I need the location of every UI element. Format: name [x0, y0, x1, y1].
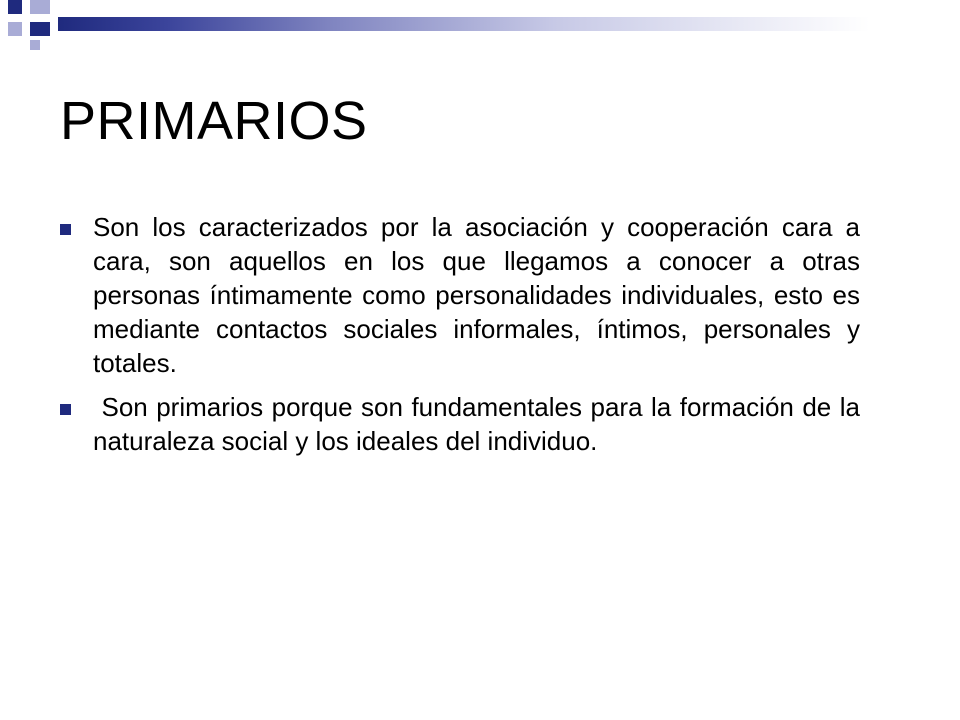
bullet-text: Son primarios porque son fundamentales para la formación de la naturaleza social y los ideales del individuo.	[93, 392, 868, 456]
square-bullet-icon	[60, 404, 71, 415]
corner-square-navy-1	[8, 0, 22, 14]
slide-title: PRIMARIOS	[60, 91, 368, 151]
header-gradient-bar	[58, 17, 960, 31]
corner-square-lavender-3	[30, 40, 40, 50]
bullet-text: Son los caracterizados por la asociación y cooperación cara a cara, son aquellos en los que llegamos a conocer a otras personas íntimamente como personalidades individuales, esto es mediante contactos sociales informales, íntimos, personales y totales.	[93, 212, 860, 378]
bullet-item	[60, 210, 860, 380]
square-bullet-icon	[60, 224, 71, 235]
bullet-list	[60, 210, 868, 468]
corner-square-lavender-2	[8, 22, 22, 36]
bullet-item	[60, 390, 868, 458]
corner-square-lavender-1	[30, 0, 50, 14]
corner-square-navy-2	[30, 22, 50, 36]
